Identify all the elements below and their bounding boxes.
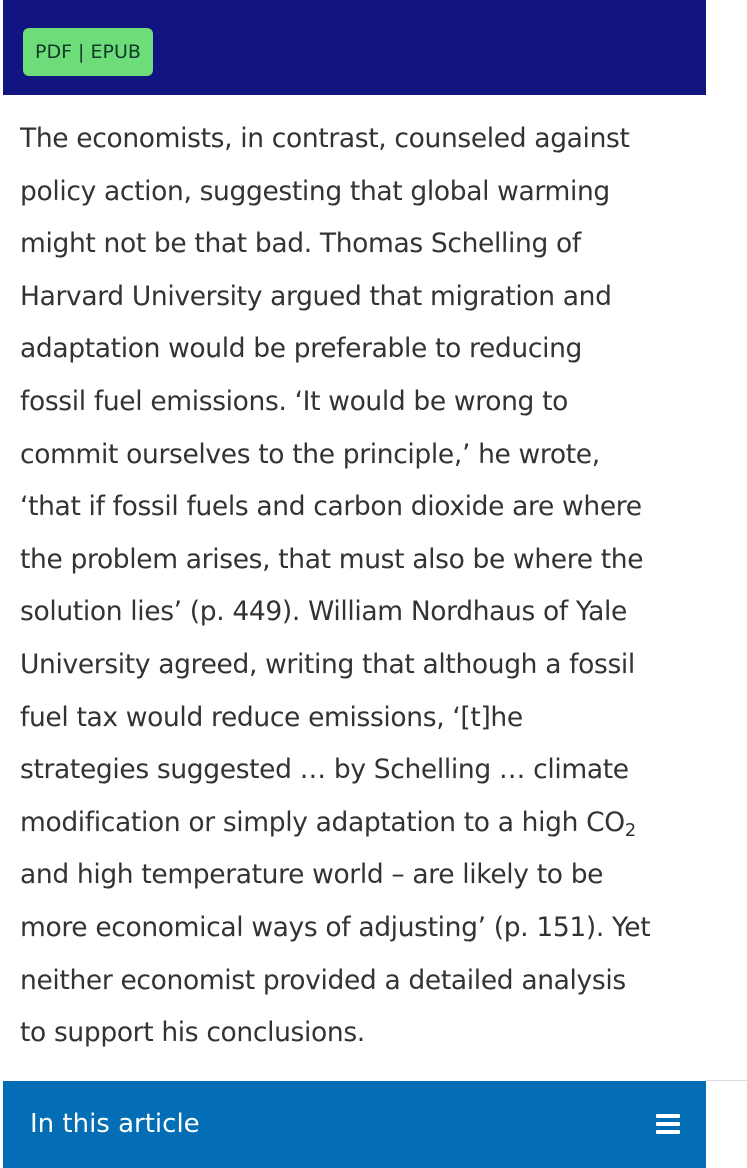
article-paragraph [20, 113, 700, 1060]
paragraph-line: fossil fuel emissions. ‘It would be wrong to [20, 385, 568, 417]
paragraph-line: ‘that if fossil fuels and carbon dioxide are where [20, 491, 642, 523]
hamburger-menu-icon[interactable] [656, 1114, 680, 1134]
paragraph-line: The economists, in contrast, counseled against [20, 123, 630, 154]
paragraph-line-text: modification or simply adaptation to a high CO [20, 806, 625, 838]
pdf-epub-download-link[interactable]: PDF | EPUB [23, 28, 153, 76]
paragraph-line: the problem arises, that must also be where the [20, 543, 644, 575]
paragraph-line: solution lies’ (p. 449). William Nordhaus of Yale [20, 596, 627, 628]
in-this-article-toggle[interactable] [3, 1081, 706, 1168]
divider [706, 1080, 747, 1081]
paragraph-line: more economical ways of adjusting’ (p. 151). Yet [20, 911, 651, 943]
co2-subscript: 2 [624, 819, 636, 841]
paragraph-line: neither economist provided a detailed analysis [20, 964, 626, 996]
paragraph-line: and high temperature world – are likely to be [20, 859, 604, 891]
toc-label: In this article [30, 1109, 200, 1139]
paragraph-line: Harvard University argued that migration and [20, 280, 612, 312]
paragraph-line: might not be that bad. Thomas Schelling of [20, 228, 581, 260]
paragraph-line: policy action, suggesting that global warming [20, 175, 610, 207]
paragraph-line: fuel tax would reduce emissions, ‘[t]he [20, 701, 523, 733]
paragraph-line-co2 [20, 797, 700, 850]
paragraph-line: strategies suggested … by Schelling … climate [20, 754, 629, 786]
paragraph-line: commit ourselves to the principle,’ he wrote, [20, 438, 600, 470]
paragraph-line: adaptation would be preferable to reducing [20, 333, 582, 365]
paragraph-line: to support his conclusions. [20, 1017, 365, 1049]
paragraph-line: University agreed, writing that although a fossil [20, 648, 635, 680]
top-header-bar [3, 0, 706, 95]
